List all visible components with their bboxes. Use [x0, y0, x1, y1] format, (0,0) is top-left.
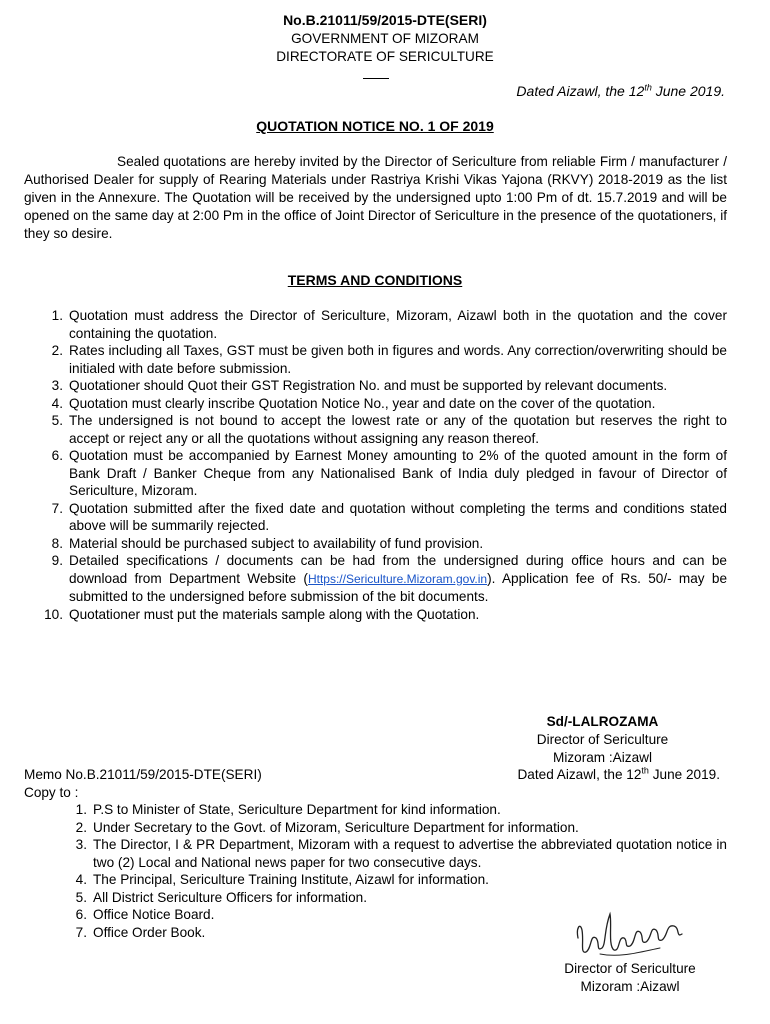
term-item [51, 395, 727, 413]
term-text: Quotation must clearly inscribe Quotation Notice No., year and date on the cover of the quotation. [69, 395, 656, 411]
copy-text: Office Notice Board. [93, 907, 215, 922]
copy-number: 6. [75, 907, 87, 922]
term-text: Quotationer should Quot their GST Registration No. and must be supported by relevant documents. [69, 378, 668, 393]
term-text: Quotation must address the Director of Sericulture, Mizoram, Aizawl both in the quotation and the cover containing the quotation. [69, 308, 727, 341]
term-text: Quotation must be accompanied by Earnest Money amounting to 2% of the quoted amount in the form of Bank Draft / Banker Cheque from any Nationalised Bank of India duly pledged in favour of Director of Sericulture, Mizoram. [69, 448, 727, 498]
copy-text: Under Secretary to the Govt. of Mizoram, Sericulture Department for information. [93, 819, 579, 835]
term-text-before-link: Detailed specifications / documents can be had from the undersigned during office hours and can be download from Department Website ( [69, 553, 727, 586]
term-item [51, 377, 727, 395]
copy-number: 3. [75, 837, 87, 852]
copy-number: 1. [75, 802, 87, 817]
reference-number: No.B.21011/59/2015-DTE(SERI) [283, 12, 487, 28]
term-item [51, 552, 728, 606]
memo-date-sup: th [641, 765, 649, 776]
copy-number: 7. [75, 924, 87, 940]
copy-text: The Principal, Sericulture Training Institute, Aizawl for information. [93, 872, 489, 887]
footer-signatory-place: Mizoram :Aizawl [580, 979, 680, 994]
term-number: 7. [51, 500, 63, 516]
copy-to-label: Copy to : [24, 785, 79, 800]
copy-number: 5. [75, 889, 87, 905]
copy-item [75, 871, 727, 889]
term-text: Rates including all Taxes, GST must be given both in figures and words. Any correction/overwriting should be initialed with date before submission. [69, 343, 727, 376]
memo-date [517, 766, 720, 784]
term-item [51, 342, 727, 377]
copy-text: All District Sericulture Officers for information. [93, 889, 367, 905]
term-item [51, 447, 727, 500]
copy-text: P.S to Minister of State, Sericulture Department for kind information. [93, 802, 501, 817]
signatory-designation: Director of Sericulture [536, 732, 669, 747]
term-number: 3. [51, 378, 63, 393]
copy-text: Office Order Book. [93, 924, 206, 940]
terms-list [44, 307, 728, 623]
term-text: Quotation submitted after the fixed date and quotation without completing the terms and conditions stated above will be summarily rejected. [69, 500, 727, 533]
header-date-sup: th [644, 82, 652, 93]
term-number: 5. [51, 413, 63, 428]
term-number: 8. [51, 535, 63, 551]
memo-reference: Memo No.B.21011/59/2015-DTE(SERI) [24, 767, 262, 782]
memo-date-prefix: Dated Aizawl, the 12 [517, 767, 642, 782]
notice-title: QUOTATION NOTICE NO. 1 OF 2019 [256, 118, 494, 134]
signatory-name: Sd/-LALROZAMA [546, 714, 659, 729]
term-number: 4. [51, 395, 63, 411]
government-name: GOVERNMENT OF MIZORAM [291, 31, 479, 46]
copy-number: 2. [75, 819, 87, 835]
term-text-after-link: ). Application fee of Rs. 50/- may be submitted to the undersigned before submission of the bit documents. [69, 570, 728, 604]
header-date-suffix: June 2019. [651, 83, 725, 99]
copy-item [75, 889, 727, 907]
term-item [51, 500, 727, 535]
term-number: 10. [44, 606, 63, 622]
term-item [51, 412, 727, 447]
term-number: 2. [51, 343, 63, 358]
copy-text: The Director, I & PR Department, Mizoram with a request to advertise the abbreviated quotation notice in two (2) Local and National news paper for two consecutive days. [93, 837, 727, 870]
term-number: 1. [51, 308, 63, 323]
intro-paragraph: Sealed quotations are hereby invited by the Director of Sericulture from reliable Firm / manufacturer / Authorised Dealer for supply of Rearing Materials under Rastriya Krishi Vikas Yajona (RKVY) 2018-2019 as the list given in the Annexure. The Quotation will be received by the undersigned upto 1:00 Pm of dt. 15.7.2019 and will be opened on the same day at 2:00 Pm in the office of Joint Director of Sericulture in the presence of the quotationers, if they so desire. [24, 154, 727, 241]
copy-item [75, 819, 727, 837]
term-number: 6. [51, 448, 63, 463]
header-divider [363, 78, 389, 79]
copy-number: 4. [75, 872, 87, 887]
term-text: Material should be purchased subject to availability of fund provision. [69, 535, 484, 551]
footer-signatory-designation: Director of Sericulture [564, 961, 696, 976]
directorate-name: DIRECTORATE OF SERICULTURE [276, 49, 494, 64]
signatory-place: Mizoram :Aizawl [553, 750, 652, 765]
term-item [51, 307, 727, 342]
term-text: Quotationer must put the materials sample along with the Quotation. [69, 606, 480, 622]
header-date-prefix: Dated Aizawl, the 12 [516, 83, 645, 99]
term-text: The undersigned is not bound to accept the lowest rate or any of the quotation but reserves the right to accept or reject any or all the quotations without assigning any reason thereof. [69, 413, 727, 446]
department-website-link[interactable]: Https://Sericulture.Mizoram.gov.in [307, 571, 488, 586]
terms-heading: TERMS AND CONDITIONS [287, 272, 463, 288]
term-item [51, 535, 727, 553]
memo-date-suffix: June 2019. [648, 767, 720, 782]
header-date [516, 83, 725, 101]
copy-item [75, 801, 727, 819]
term-number: 9. [51, 553, 63, 568]
term-item [44, 606, 727, 624]
copy-item [75, 836, 727, 871]
